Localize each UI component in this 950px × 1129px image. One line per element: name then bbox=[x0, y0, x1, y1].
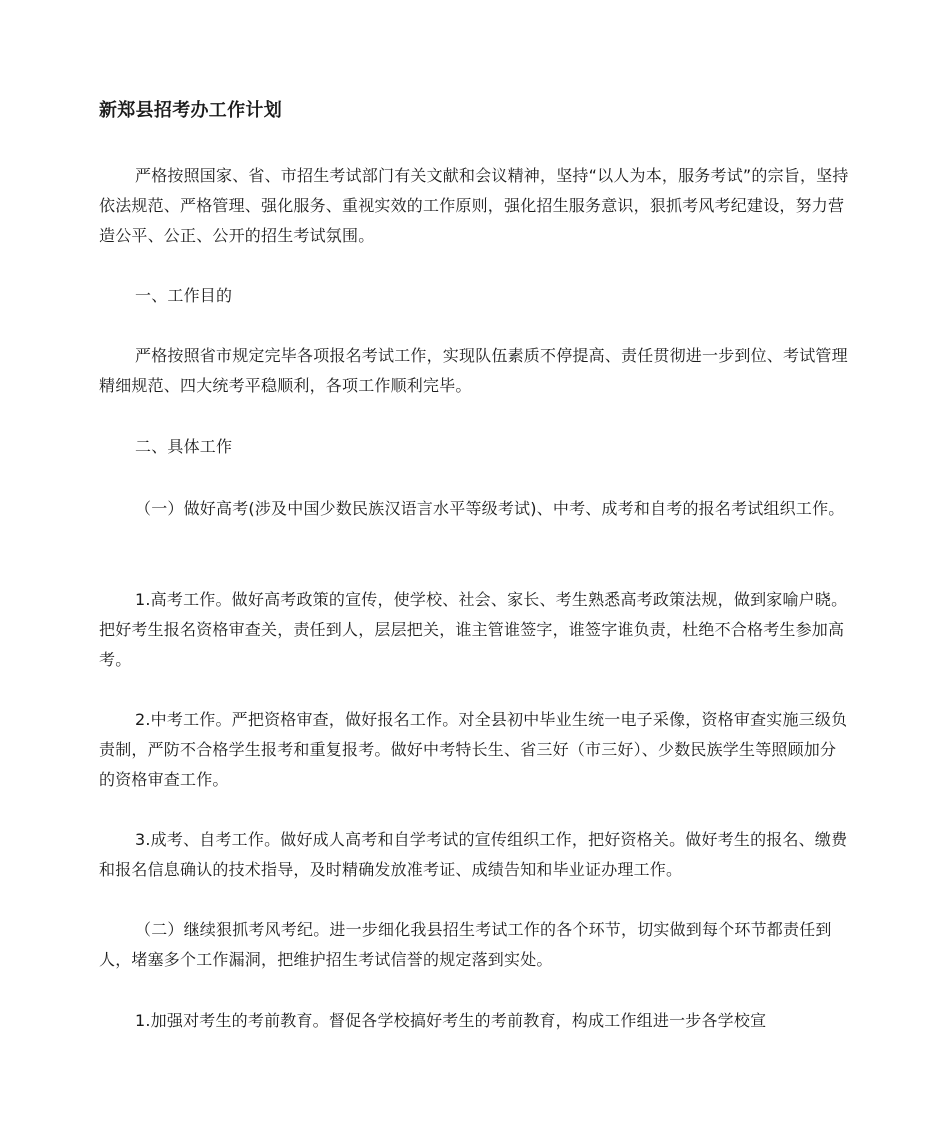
paragraph-gaokao: 1.高考工作。做好高考政策的宣传，使学校、社会、家长、考生熟悉高考政策法规，做到家喻户晓。把好考生报名资格审查关，责任到人，层层把关，谁主管谁签字，谁签字谁负责，杜绝不合格考生参加高考。 bbox=[99, 590, 848, 669]
paragraph-zhongkao: 2.中考工作。严把资格审查，做好报名工作。对全县初中毕业生统一电子采像，资格审查实施三级负责制，严防不合格学生报考和重复报考。做好中考特长生、省三好（市三好）、少数民族学生等照顾加分的资格审查工作。 bbox=[99, 710, 848, 789]
paragraph-goal: 严格按照省市规定完毕各项报名考试工作，实现队伍素质不停提高、责任贯彻进一步到位、考试管理精细规范、四大统考平稳顺利，各项工作顺利完毕。 bbox=[99, 346, 848, 395]
subsection-heading-exams: （一）做好高考(涉及中国少数民族汉语言水平等级考试)、中考、成考和自考的报名考试组织工作。 bbox=[135, 499, 845, 518]
paragraph-chengkao-zikao: 3.成考、自考工作。做好成人高考和自学考试的宣传组织工作，把好资格关。做好考生的报名、缴费和报名信息确认的技术指导，及时精确发放准考证、成绩告知和毕业证办理工作。 bbox=[99, 830, 848, 879]
subsection-heading-discipline: （二）继续狠抓考风考纪。进一步细化我县招生考试工作的各个环节，切实做到每个环节都责任到人，堵塞多个工作漏洞，把维护招生考试信誉的规定落到实处。 bbox=[99, 920, 832, 969]
section-heading-goal: 一、工作目的 bbox=[135, 286, 233, 305]
paragraph-pre-exam-education: 1.加强对考生的考前教育。督促各学校搞好考生的考前教育，构成工作组进一步各学校宣 bbox=[135, 1011, 767, 1030]
section-heading-work: 二、具体工作 bbox=[135, 437, 233, 456]
document-title: 新郑县招考办工作计划 bbox=[99, 100, 282, 121]
paragraph-intro: 严格按照国家、省、市招生考试部门有关文献和会议精神，坚持“以人为本，服务考试”的宗旨，坚持依法规范、严格管理、强化服务、重视实效的工作原则，强化招生服务意识，狠抓考风考纪建设，努力营造公平、公正、公开的招生考试氛围。 bbox=[99, 166, 849, 245]
